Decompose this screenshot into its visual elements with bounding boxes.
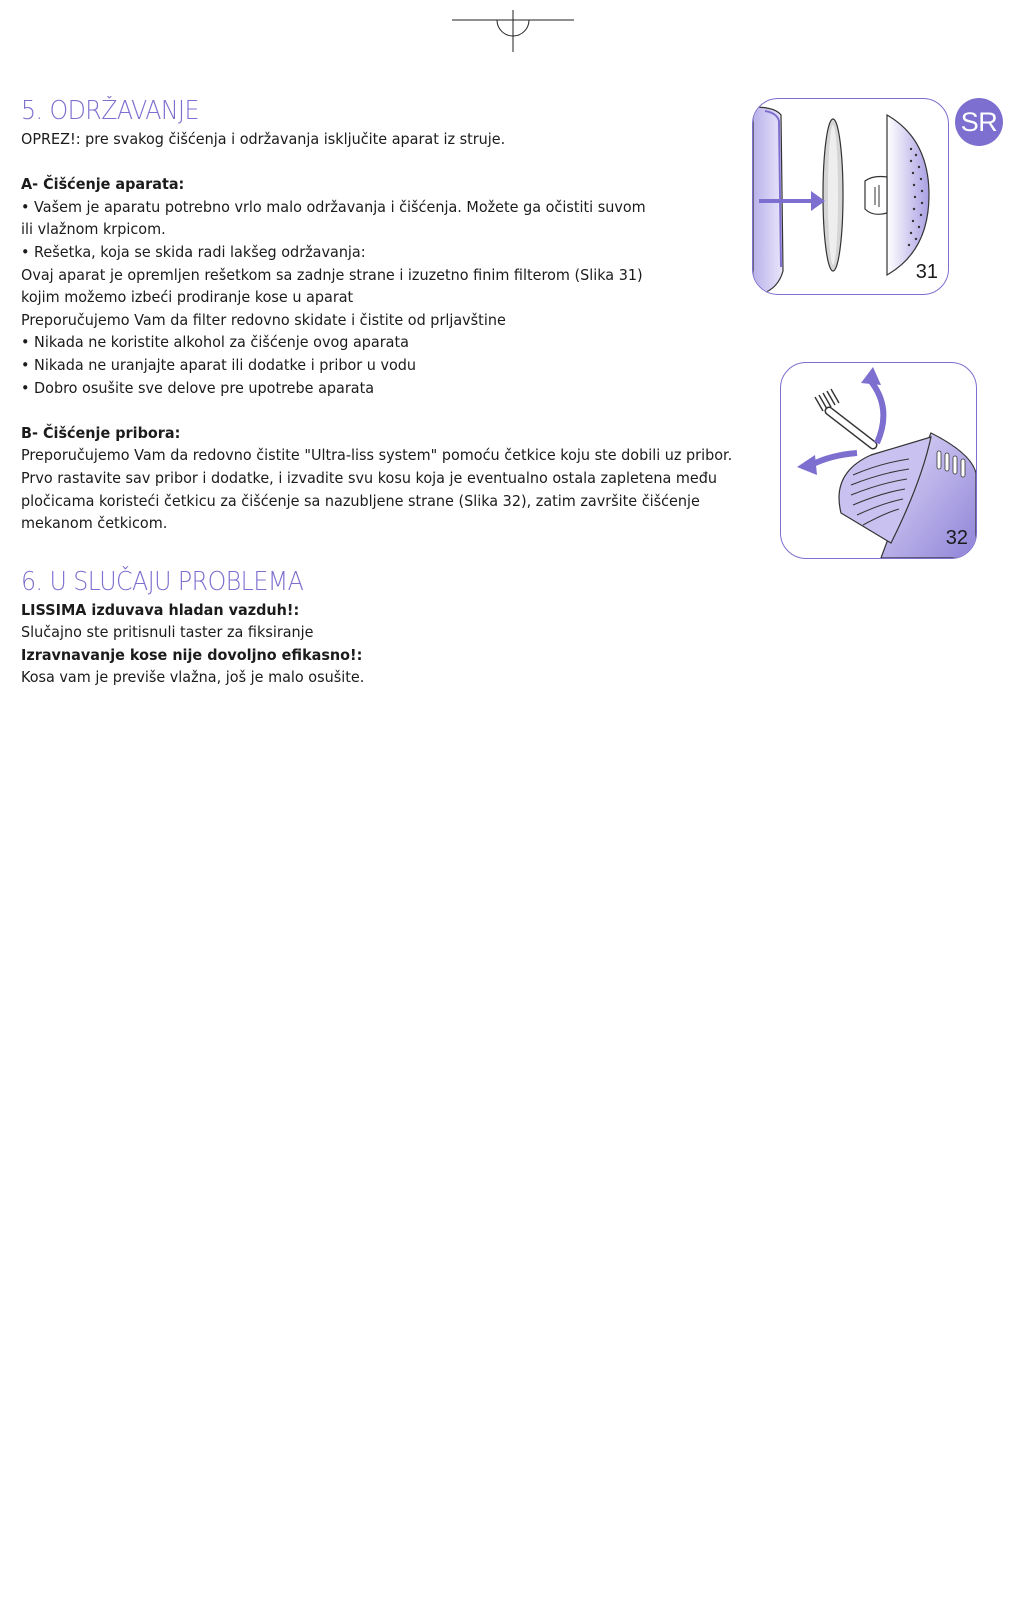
section-5-title: 5. ODRŽAVANJE (21, 96, 199, 126)
language-badge: SR (955, 98, 1003, 146)
section-6-title: 6. U SLUČAJU PROBLEMA (21, 566, 304, 597)
figure-number: 32 (945, 527, 968, 549)
problem-1: LISSIMA izduvava hladan vazduh!: (21, 600, 300, 619)
paragraph-line: Ovaj aparat je opremljen rešetkom sa zadnje strane i izuzetno finim filterom (Slika 31) (21, 265, 643, 284)
paragraph-line: • Dobro osušite sve delove pre upotrebe aparata (21, 378, 375, 397)
main-text (21, 94, 761, 689)
paragraph-line: • Nikada ne koristite alkohol za čišćenje ovog aparata (21, 333, 409, 352)
paragraph-line: Preporučujemo Vam da filter redovno skidate i čistite od prljavštine (21, 310, 506, 329)
subsection-b-heading: B- Čišćenje pribora: (21, 423, 181, 442)
paragraph-line: • Rešetka, koja se skida radi lakšeg održavanja: (21, 242, 366, 261)
paragraph-line: mekanom četkicom. (21, 514, 168, 533)
solution-2: Kosa vam je previše vlažna, još je malo osušite. (21, 668, 365, 687)
problem-2: Izravnavanje kose nije dovoljno efikasno!: (21, 645, 363, 664)
paragraph-line: • Nikada ne uranjajte aparat ili dodatke i pribor u vodu (21, 355, 417, 374)
paragraph-line: Prvo rastavite sav pribor i dodatke, i izvadite svu kosu koja je eventualno ostala zapletena među (21, 468, 718, 487)
paragraph-line: • Vašem je aparatu potrebno vrlo malo održavanja i čišćenja. Možete ga očistiti suvom (21, 197, 646, 216)
paragraph-line: kojim možemo izbeći prodiranje kose u aparat (21, 288, 354, 307)
figure-number: 31 (915, 261, 938, 283)
warning-text: OPREZ!: pre svakog čišćenja i održavanja isključite aparat iz struje. (21, 130, 506, 148)
figure-31-filter-removal (752, 98, 949, 295)
crop-mark (452, 10, 574, 52)
subsection-a-heading: A- Čišćenje aparata: (21, 175, 185, 194)
solution-1: Slučajno ste pritisnuli taster za fiksiranje (21, 623, 314, 642)
paragraph-line: Preporučujemo Vam da redovno čistite "Ultra-liss system" pomoću četkice koju ste dobili uz pribor. (21, 446, 733, 465)
figure-32-brush-cleaning (780, 362, 977, 559)
paragraph-line: pločicama koristeći četkicu za čišćenje sa nazubljene strane (Slika 32), zatim završite čišćenje (21, 491, 700, 510)
paragraph-line: ili vlažnom krpicom. (21, 220, 166, 239)
brush-bristles (815, 389, 839, 411)
